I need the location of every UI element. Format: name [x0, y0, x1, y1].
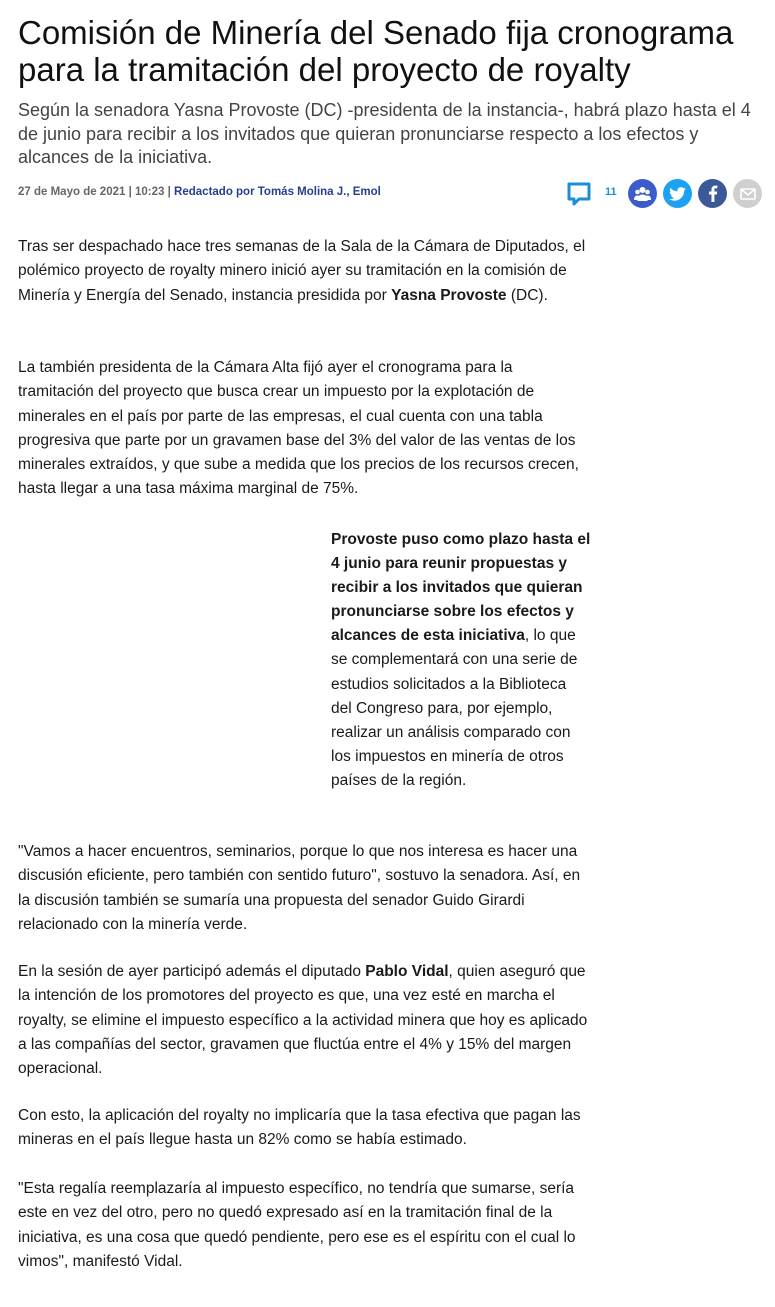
article-time: 10:23 [135, 186, 165, 198]
article-paragraph-4: En la sesión de ayer participó además el diputado Pablo Vidal, quien aseguró que la intención de los promotores del proyecto es que, una vez esté en marcha el royalty, se elimine el impuesto específico a la actividad minera que hoy es aplicado a las compañías del sector, gravamen que fluctúa entre el 4% y 15% del margen operacional. [18, 963, 588, 1078]
article-subtitle: Según la senadora Yasna Provoste (DC) -presidenta de la instancia-, habrá plazo hasta el 4 de junio para recibir a los invitados que quieran pronunciarse respecto a los efectos y alcances de la iniciativa. [18, 100, 751, 167]
article-meta: 27 de Mayo de 2021 | 10:23 | Redactado por Tomás Molina J., Emol [18, 186, 381, 198]
article-date: 27 de Mayo de 2021 [18, 186, 126, 198]
article-paragraph-3: "Vamos a hacer encuentros, seminarios, porque lo que nos interesa es hacer una discusión eficiente, pero también con sentido futuro", sostuvo la senadora. Así, en la discusión también se sumaría una propuesta del senador Guido Girardi relacionado con la minería verde. [18, 843, 581, 933]
article-paragraph-6: "Esta regalía reemplazaría al impuesto específico, no tendría que sumarse, sería este en vez del otro, pero no quedó expresado así en la tramitación final de la iniciativa, es una cosa que quedó pendiente, pero ese es el espíritu con el cual lo vimos", manifestó Vidal. [18, 1180, 576, 1270]
article-title: Comisión de Minería del Senado fija cronograma para la tramitación del proyecto de royalty [18, 14, 734, 88]
facebook-icon [708, 185, 718, 202]
comment-count[interactable]: 11 [605, 186, 617, 198]
mail-share-button[interactable] [733, 179, 762, 208]
person-name-vidal: Pablo Vidal [365, 963, 449, 980]
pullquote-highlight: Provoste puso como plazo hasta el 4 junio para reunir propuestas y recibir a los invitados que quieran pronunciarse sobre los efectos y alcances de esta iniciativa [331, 531, 591, 645]
twitter-share-button[interactable] [663, 179, 692, 208]
mail-icon [740, 188, 756, 200]
community-share-button[interactable] [628, 179, 657, 208]
article-author-link[interactable]: Redactado por Tomás Molina J., Emol [174, 186, 381, 198]
share-bar [566, 178, 766, 210]
community-icon [634, 186, 651, 201]
article-paragraph-2: La también presidenta de la Cámara Alta fijó ayer el cronograma para la tramitación del proyecto que busca crear un impuesto por la explotación de minerales en el país por parte de las empresas, el cual cuenta con una tabla progresiva que parte por un gravamen base del 3% del valor de las ventas de los minerales extraídos, y que sube a medida que los precios de los recursos crecen, hasta llegar a una tasa máxima marginal de 75%. [18, 359, 579, 498]
pullquote: Provoste puso como plazo hasta el 4 junio para reunir propuestas y recibir a los invitados que quieran pronunciarse sobre los efectos y alcances de esta iniciativa, lo que se complementará con una serie de estudios solicitados a la Biblioteca del Congreso para, por ejemplo, realizar un análisis comparado con los impuestos en minería de otros países de la región. [331, 531, 591, 789]
person-name-provoste: Yasna Provoste [391, 286, 507, 304]
twitter-icon [669, 187, 686, 201]
article-paragraph-5: Con esto, la aplicación del royalty no implicaría que la tasa efectiva que pagan las mineras en el país llegue hasta un 82% como se había estimado. [18, 1107, 581, 1149]
comment-icon[interactable] [566, 181, 592, 207]
article-paragraph-1: Tras ser despachado hace tres semanas de la Sala de la Cámara de Diputados, el polémico proyecto de royalty minero inició ayer su tramitación en la comisión de Minería y Energía del Senado, instancia presidida por Yasna Provoste (DC). [18, 238, 586, 304]
facebook-share-button[interactable] [698, 179, 727, 208]
